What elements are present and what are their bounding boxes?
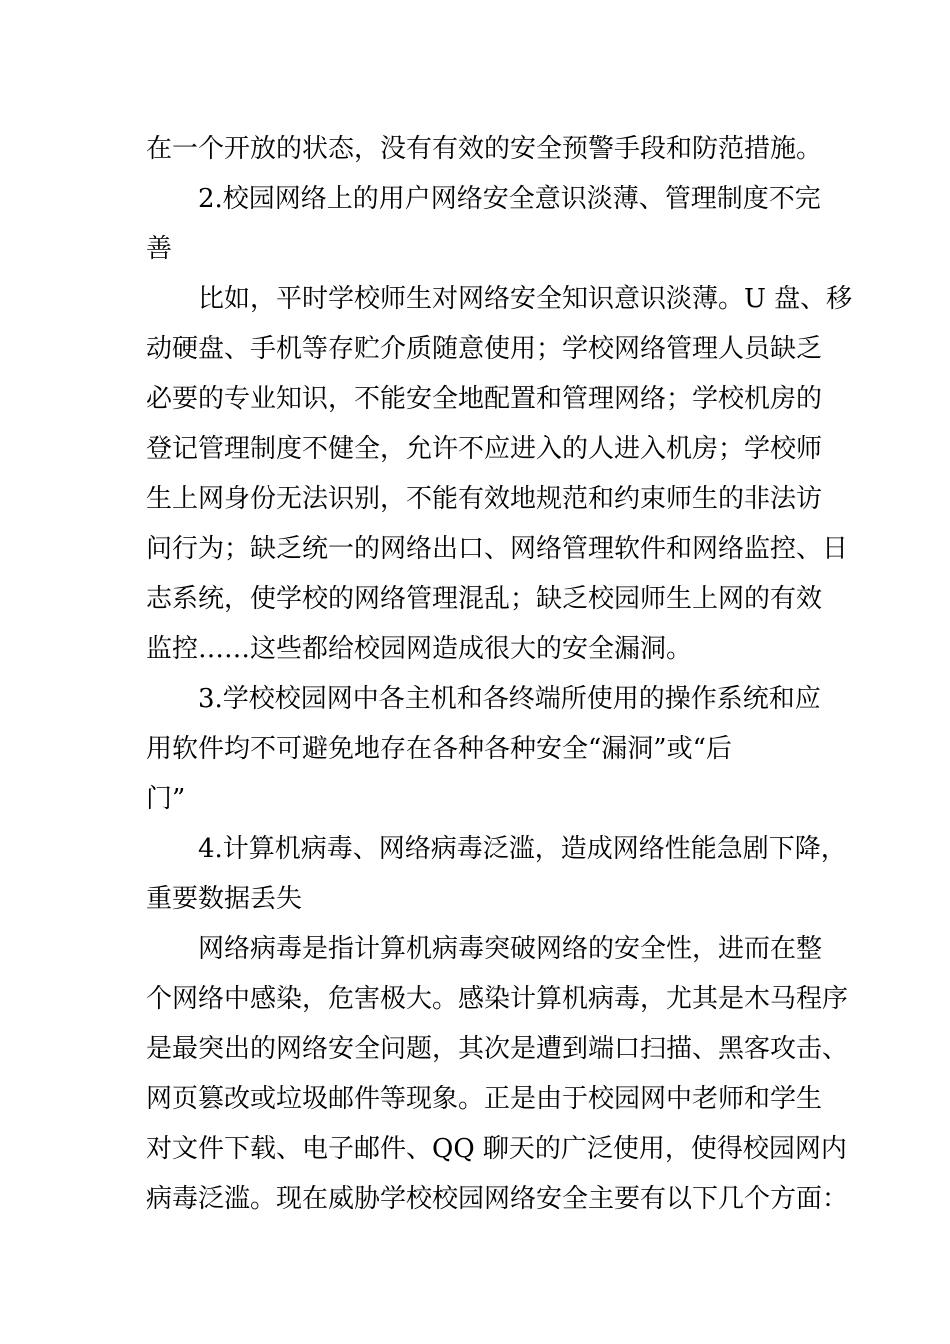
document-body [146, 124, 853, 1224]
text-line: 个网络中感染，危害极大。感染计算机病毒，尤其是木马程序 [146, 984, 849, 1014]
text-line: 生上网身份无法识别，不能有效地规范和约束师生的非法访 [146, 484, 823, 514]
text-line: 必要的专业知识，不能安全地配置和管理网络；学校机房的 [146, 384, 823, 414]
section-heading-2-cont: 善 [146, 234, 173, 264]
section-heading-3-cont: 用软件均不可避免地存在各种各种安全“漏洞”或“后 [146, 734, 732, 764]
section-heading-2: 2.校园网络上的用户网络安全意识淡薄、管理制度不完 [198, 184, 821, 214]
paragraph-start: 比如，平时学校师生对网络安全知识意识淡薄。U 盘、移 [198, 284, 853, 314]
paragraph-start: 网络病毒是指计算机病毒突破网络的安全性，进而在整 [198, 934, 823, 964]
text-line: 在一个开放的状态，没有有效的安全预警手段和防范措施。 [146, 134, 823, 164]
text-line: 动硬盘、手机等存贮介质随意使用；学校网络管理人员缺乏 [146, 334, 823, 364]
text-line: 登记管理制度不健全，允许不应进入的人进入机房；学校师 [146, 434, 823, 464]
text-line: 网页篡改或垃圾邮件等现象。正是由于校园网中老师和学生 [146, 1084, 823, 1114]
section-heading-3-cont: 门” [146, 784, 186, 814]
text-line: 志系统，使学校的网络管理混乱；缺乏校园师生上网的有效 [146, 584, 823, 614]
text-line: 是最突出的网络安全问题，其次是遭到端口扫描、黑客攻击、 [146, 1034, 849, 1064]
text-line: 监控……这些都给校园网造成很大的安全漏洞。 [146, 634, 693, 664]
section-heading-3: 3.学校校园网中各主机和各终端所使用的操作系统和应 [198, 684, 821, 714]
text-line: 对文件下载、电子邮件、QQ 聊天的广泛使用，使得校园网内 [146, 1134, 847, 1164]
text-line: 问行为；缺乏统一的网络出口、网络管理软件和网络监控、日 [146, 534, 849, 564]
section-heading-4: 4.计算机病毒、网络病毒泛滥，造成网络性能急剧下降， [198, 834, 847, 864]
section-heading-4-cont: 重要数据丢失 [146, 884, 303, 914]
text-line: 病毒泛滥。现在威胁学校校园网络安全主要有以下几个方面： [146, 1184, 849, 1214]
